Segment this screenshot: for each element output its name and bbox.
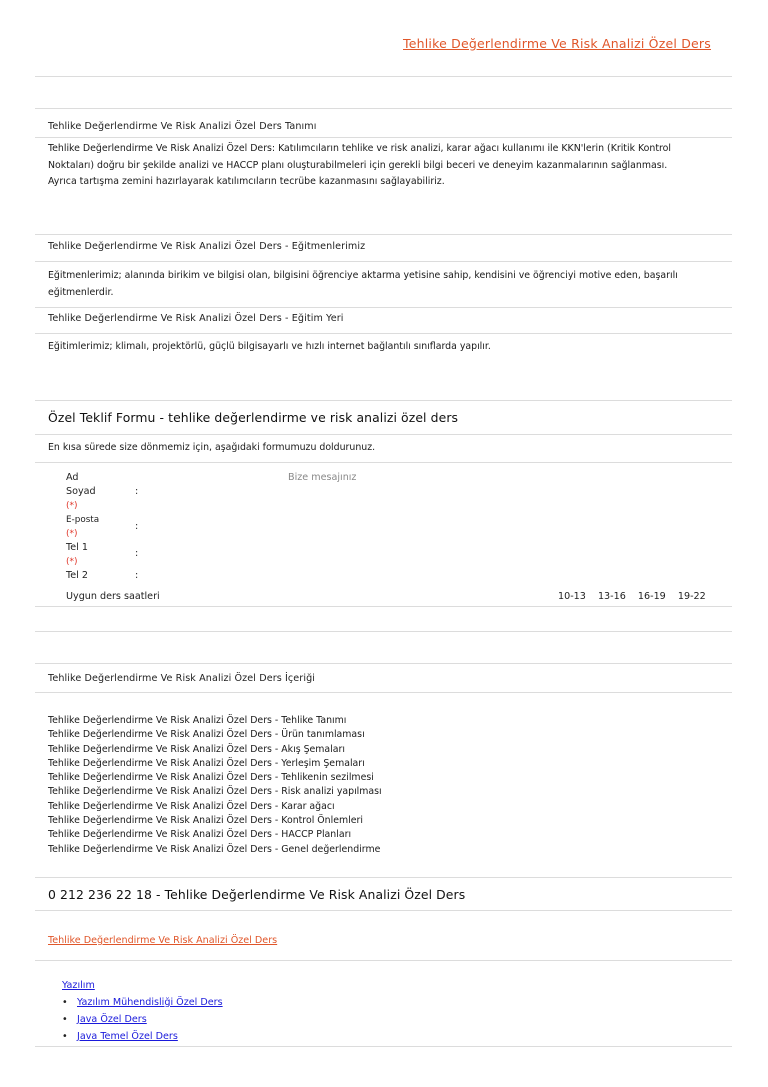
form-intro: En kısa sürede size dönmemiz için, aşağıdaki formumuzu doldurunuz.	[48, 442, 376, 453]
page-title-link[interactable]: Tehlike Değerlendirme Ve Risk Analizi Özel Ders	[403, 36, 711, 51]
bullet: •	[62, 1014, 68, 1025]
location-text: Eğitimlerimiz; klimalı, projektörlü, güçlü bilgisayarlı ve hızlı internet bağlantılı sınıflarda yapılır.	[48, 341, 491, 352]
form-heading: Özel Teklif Formu - tehlike değerlendirme ve risk analizi özel ders	[48, 410, 459, 425]
divider	[35, 1046, 732, 1047]
contents-heading: Tehlike Değerlendirme Ve Risk Analizi Özel Ders İçeriği	[48, 673, 316, 684]
hour-option[interactable]: 10-13	[558, 591, 586, 602]
contents-list	[48, 714, 382, 857]
tel2-label: Tel 2	[66, 570, 88, 581]
list-item: Tehlike Değerlendirme Ve Risk Analizi Özel Ders - Yerleşim Şemaları	[48, 757, 365, 769]
list-item: Tehlike Değerlendirme Ve Risk Analizi Özel Ders - Tehlikenin sezilmesi	[48, 772, 374, 784]
divider	[35, 307, 732, 308]
link-yazilim-muhendisligi[interactable]: Yazılım Mühendisliği Özel Ders	[77, 997, 223, 1008]
list-item: Tehlike Değerlendirme Ve Risk Analizi Özel Ders - Kontrol Önlemleri	[48, 815, 363, 827]
hour-option[interactable]: 13-16	[597, 591, 626, 602]
hours-label: Uygun ders saatleri	[66, 591, 160, 602]
divider	[35, 877, 732, 878]
link-java-temel-ozel-ders[interactable]: Java Temel Özel Ders	[77, 1031, 178, 1042]
divider	[35, 910, 732, 911]
course-link[interactable]: Tehlike Değerlendirme Ve Risk Analizi Özel Ders	[48, 935, 278, 946]
category-link-yazilim[interactable]: Yazılım	[62, 980, 95, 991]
hour-option[interactable]: 16-19	[637, 591, 666, 602]
required-mark: (*)	[66, 501, 78, 511]
divider	[35, 663, 732, 664]
divider	[35, 261, 732, 262]
list-item: Tehlike Değerlendirme Ve Risk Analizi Özel Ders - Genel değerlendirme	[48, 843, 381, 855]
phone-heading: 0 212 236 22 18 - Tehlike Değerlendirme Ve Risk Analizi Özel Ders	[48, 887, 466, 902]
hours-options	[549, 591, 706, 602]
list-item: Tehlike Değerlendirme Ve Risk Analizi Özel Ders - Risk analizi yapılması	[48, 786, 382, 798]
tel1-label: Tel 1	[66, 542, 88, 553]
message-textarea[interactable]: Bize mesajınız	[288, 472, 357, 483]
instructors-text: Eğitmenlerimiz; alanında birikim ve bilgisi olan, bilgisini öğrenciye aktarma yetisine sahip, kendisini ve öğrenciyi motive eden, başarılı eğitmenlerdir.	[48, 270, 678, 298]
divider	[35, 137, 732, 138]
divider	[35, 692, 732, 693]
definition-text: Tehlike Değerlendirme Ve Risk Analizi Özel Ders: Katılımcıların tehlike ve risk analizi, karar ağacı kullanımı ile KKN'lerin (Kritik Kontrol Noktaları) doğru bir şekilde analizi ve HACCP planı oluşturabilmeleri için gerekli bilgi beceri ve deneyim kazanmalarının sağlanması. Ayrıca tartışma zemini hazırlayarak katılımcıların tecrübe kazanmasını sağlayabiliriz.	[48, 143, 672, 187]
divider	[35, 333, 732, 334]
required-mark: (*)	[66, 557, 78, 567]
link-java-ozel-ders[interactable]: Java Özel Ders	[77, 1014, 147, 1025]
hour-option[interactable]: 19-22	[677, 591, 706, 602]
name-label: Ad	[66, 472, 79, 483]
surname-colon: :	[135, 486, 139, 497]
divider	[35, 108, 732, 109]
bullet: •	[62, 1031, 68, 1042]
list-item: Tehlike Değerlendirme Ve Risk Analizi Özel Ders - Akış Şemaları	[48, 743, 345, 755]
tel2-colon: :	[135, 570, 139, 581]
email-label: E-posta	[66, 515, 100, 525]
divider	[35, 462, 732, 463]
bullet: •	[62, 997, 68, 1008]
divider	[35, 631, 732, 632]
divider	[35, 76, 732, 77]
required-mark: (*)	[66, 529, 78, 539]
divider	[35, 400, 732, 401]
list-item: Tehlike Değerlendirme Ve Risk Analizi Özel Ders - Ürün tanımlaması	[48, 729, 365, 741]
list-item: Tehlike Değerlendirme Ve Risk Analizi Özel Ders - Karar ağacı	[48, 800, 335, 812]
tel1-colon: :	[135, 548, 139, 559]
list-item: Tehlike Değerlendirme Ve Risk Analizi Özel Ders - Tehlike Tanımı	[48, 715, 347, 726]
location-heading: Tehlike Değerlendirme Ve Risk Analizi Özel Ders - Eğitim Yeri	[48, 313, 344, 324]
divider	[35, 234, 732, 235]
definition-heading: Tehlike Değerlendirme Ve Risk Analizi Özel Ders Tanımı	[48, 121, 317, 132]
divider	[35, 434, 732, 435]
instructors-heading: Tehlike Değerlendirme Ve Risk Analizi Özel Ders - Eğitmenlerimiz	[48, 241, 366, 252]
email-colon: :	[135, 521, 139, 532]
divider	[35, 960, 732, 961]
surname-label: Soyad	[66, 486, 96, 497]
list-item: Tehlike Değerlendirme Ve Risk Analizi Özel Ders - HACCP Planları	[48, 829, 352, 841]
divider	[35, 606, 732, 607]
